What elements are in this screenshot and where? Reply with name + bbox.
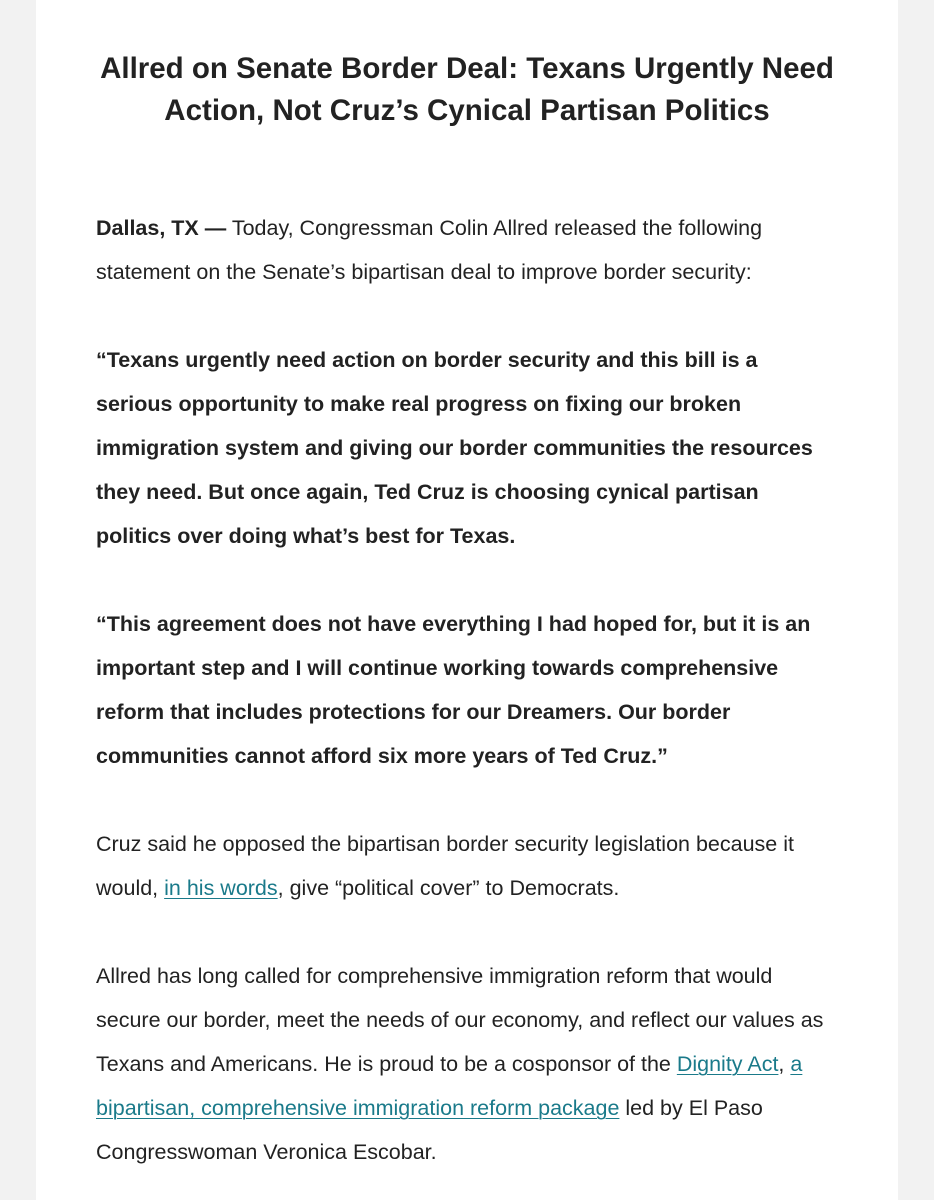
in-his-words-link[interactable]: in his words xyxy=(164,876,278,900)
intro-paragraph xyxy=(96,206,838,294)
intro-text: Today, Congressman Colin Allred released the following statement on the Senate’s bipartisan deal to improve border security: xyxy=(96,216,763,284)
allred-text-after: led by El Paso Congresswoman Veronica Escobar. xyxy=(96,1096,763,1164)
page-title: Allred on Senate Border Deal: Texans Urgently Need Action, Not Cruz’s Cynical Partisan Politics xyxy=(100,52,834,127)
cruz-paragraph xyxy=(96,822,838,910)
allred-text-before: Allred has long called for comprehensive immigration reform that would secure our border, meet the needs of our economy, and reflect our values as Texans and Americans. He is proud to be a cosponsor of the xyxy=(96,964,824,1076)
quote-paragraph-1: “Texans urgently need action on border security and this bill is a serious opportunity to make real progress on fixing our broken immigration system and giving our border communities the resources they need. But once again, Ted Cruz is choosing cynical partisan politics over doing what’s best for Texas. xyxy=(96,348,813,548)
reform-package-link[interactable]: a bipartisan, comprehensive immigration reform package xyxy=(96,1052,803,1120)
allred-paragraph xyxy=(96,954,838,1174)
dateline: Dallas, TX — xyxy=(96,216,227,240)
quote-paragraph-2: “This agreement does not have everything I had hoped for, but it is an important step and I will continue working towards comprehensive reform that includes protections for our Dreamers. Our border communities cannot afford six more years of Ted Cruz.” xyxy=(96,612,811,768)
dignity-act-link[interactable]: Dignity Act xyxy=(676,1052,779,1076)
press-release-page xyxy=(36,0,898,1200)
cruz-text-before: Cruz said he opposed the bipartisan border security legislation because it would, xyxy=(96,832,794,900)
cruz-text-after: , give “political cover” to Democrats. xyxy=(277,876,620,900)
allred-text-separator: , xyxy=(778,1052,791,1076)
